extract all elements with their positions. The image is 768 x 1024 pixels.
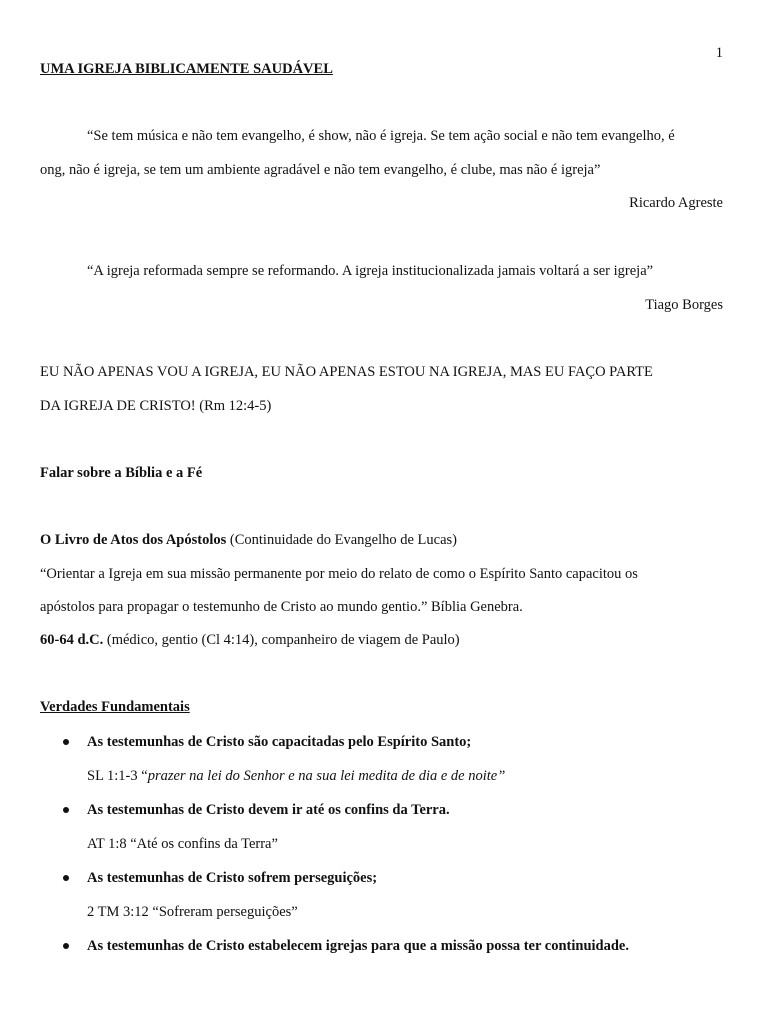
verdade-ref-2: AT 1:8 “Até os confins da Terra” [87,836,278,852]
verdade-item-2: As testemunhas de Cristo devem ir até os confins da Terra. [87,802,450,818]
verdades-heading: Verdades Fundamentais [40,699,190,715]
bullet-icon [63,739,69,745]
verdade-item-4: As testemunhas de Cristo estabelecem igrejas para que a missão possa ter continuidade. [87,938,629,954]
document-title: UMA IGREJA BIBLICAMENTE SAUDÁVEL [40,61,333,77]
verdade-ref-1-italic: prazer na lei do Senhor e na sua lei medita de dia e de noite” [147,768,506,784]
heading-biblia-fe: Falar sobre a Bíblia e a Fé [40,465,203,481]
bullet-icon [63,875,69,881]
quote2-author: Tiago Borges [645,297,723,313]
atos-heading-rest: (Continuidade do Evangelho de Lucas) [226,532,457,548]
verdade-ref-1-prefix: SL 1:1-3 “ [87,768,148,784]
atos-desc-line2: apóstolos para propagar o testemunho de Cristo ao mundo gentio.” Bíblia Genebra. [40,599,523,615]
atos-heading-bold: O Livro de Atos dos Apóstolos [40,532,227,548]
atos-date-rest: (médico, gentio (Cl 4:14), companheiro de viagem de Paulo) [103,632,460,648]
atos-date [40,631,460,649]
quote1-line2: ong, não é igreja, se tem um ambiente agradável e não tem evangelho, é clube, mas não é igreja” [40,162,601,178]
statement-line1: EU NÃO APENAS VOU A IGREJA, EU NÃO APENAS ESTOU NA IGREJA, MAS EU FAÇO PARTE [40,364,653,380]
verdade-item-3: As testemunhas de Cristo sofrem perseguições; [87,870,378,886]
bullet-icon [63,807,69,813]
verdade-ref-3: 2 TM 3:12 “Sofreram perseguições” [87,904,298,920]
verdade-item-1: As testemunhas de Cristo são capacitadas pelo Espírito Santo; [87,734,472,750]
quote1-line1: “Se tem música e não tem evangelho, é show, não é igreja. Se tem ação social e não tem evangelho, é [87,128,675,144]
quote2-text: “A igreja reformada sempre se reformando. A igreja institucionalizada jamais voltará a ser igreja” [87,263,654,279]
quote1-author: Ricardo Agreste [629,195,723,211]
bullet-icon [63,943,69,949]
atos-desc-line1: “Orientar a Igreja em sua missão permanente por meio do relato de como o Espírito Santo capacitou os [40,566,638,582]
page-number: 1 [715,45,723,61]
atos-date-bold: 60-64 d.C. [40,632,104,648]
verdade-ref-1 [87,767,505,785]
statement-line2: DA IGREJA DE CRISTO! (Rm 12:4-5) [40,398,272,414]
atos-heading [40,531,457,549]
